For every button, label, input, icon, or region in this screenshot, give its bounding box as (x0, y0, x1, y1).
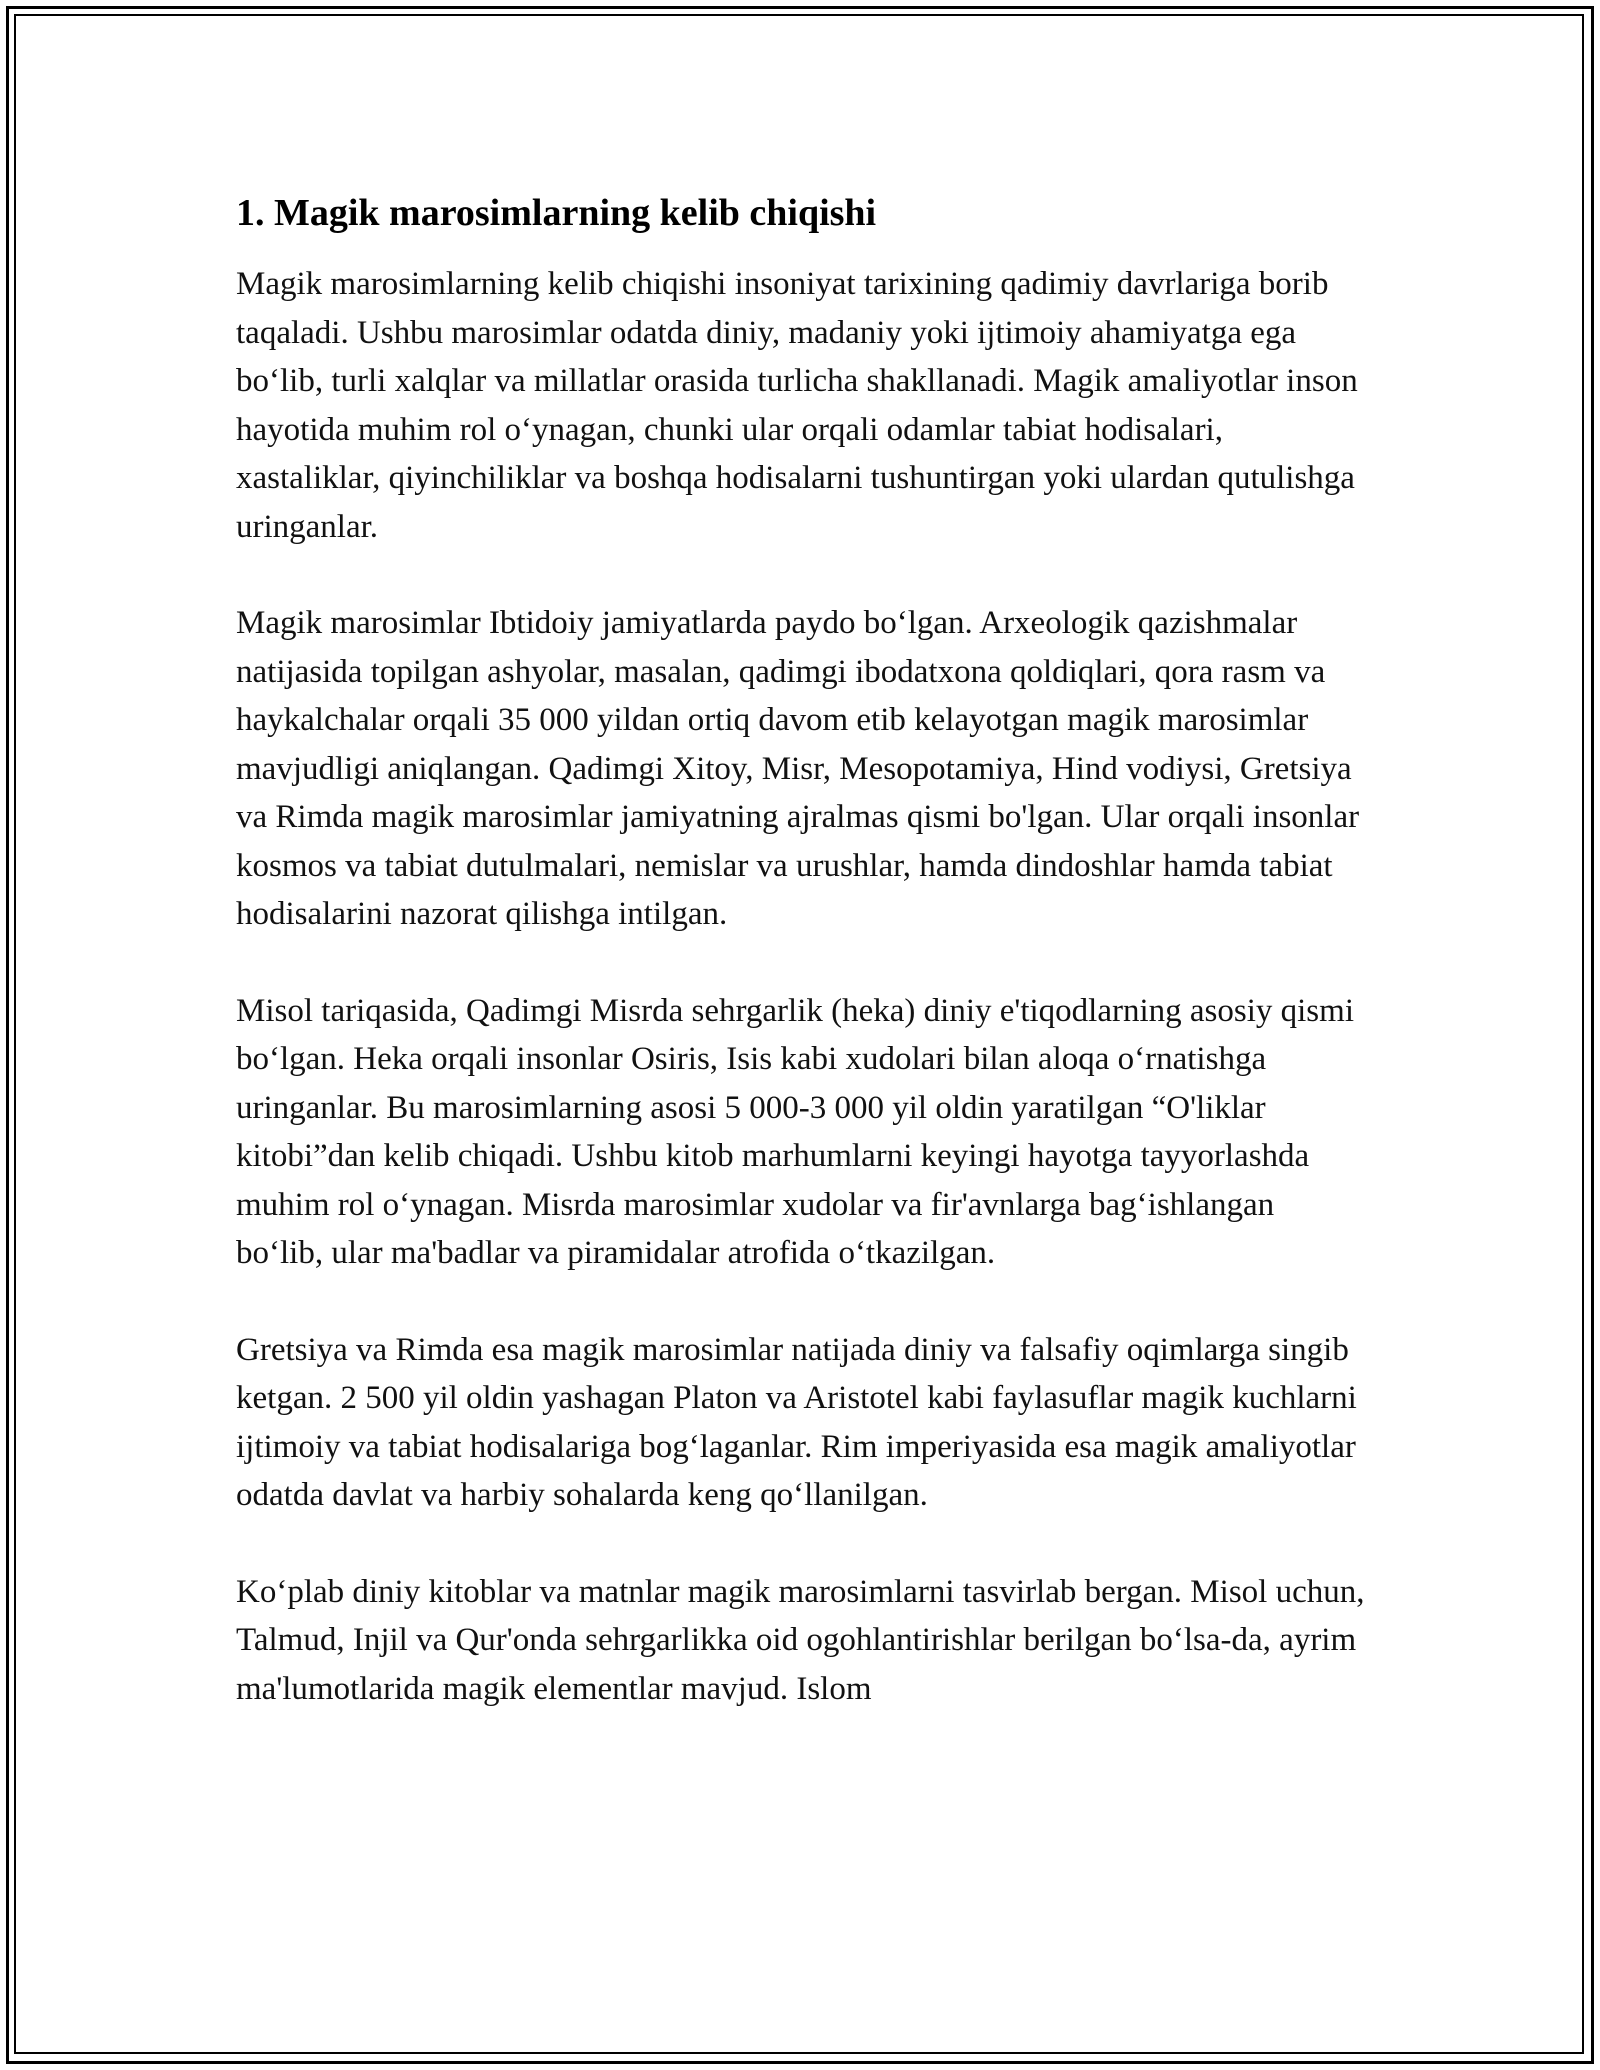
paragraph-greece-rome: Gretsiya va Rimda esa magik marosimlar natijada diniy va falsafiy oqimlarga singib ketgan. 2 500 yil oldin yashagan Platon va Aristotel kabi faylasuflar magik kuchlarni ijtimoiy va tabiat hodisalariga bog‘laganlar. Rim imperiyasida esa magik amaliyotlar odatda davlat va harbiy sohalarda keng qo‘llanilgan. (236, 1331, 1357, 1513)
section-heading: 1. Magik marosimlarning kelib chiqishi (236, 192, 877, 234)
paragraph-ancient-egypt: Misol tariqasida, Qadimgi Misrda sehrgarlik (heka) diniy e'tiqodlarning asosiy qismi bo‘lgan. Heka orqali insonlar Osiris, Isis kabi xudolari bilan aloqa o‘rnatishga uringanlar. Bu marosimlarning asosi 5 000-3 000 yil oldin yaratilgan “O'liklar kitobi”dan kelib chiqadi. Ushbu kitob marhumlarni keyingi hayotga tayyorlashda muhim rol o‘ynagan. Misrda marosimlar xudolar va fir'avnlarga bag‘ishlangan bo‘lib, ular ma'badlar va piramidalar atrofida o‘tkazilgan. (236, 992, 1354, 1271)
paragraph-religious-texts: Ko‘plab diniy kitoblar va matnlar magik marosimlarni tasvirlab bergan. Misol uchun, Talmud, Injil va Qur'onda sehrgarlikka oid ogohlantirishlar berilgan bo‘lsa-da, ayrim ma'lumotlarida magik elementlar mavjud. Islom (236, 1573, 1365, 1707)
paragraph-primitive-societies: Magik marosimlar Ibtidoiy jamiyatlarda paydo bo‘lgan. Arxeologik qazishmalar natijasida topilgan ashyolar, masalan, qadimgi ibodatxona qoldiqlari, qora rasm va haykalchalar orqali 35 000 yildan ortiq davom etib kelayotgan magik marosimlar mavjudligi aniqlangan. Qadimgi Xitoy, Misr, Mesopotamiya, Hind vodiysi, Gretsiya va Rimda magik marosimlar jamiyatning ajralmas qismi bo'lgan. Ular orqali insonlar kosmos va tabiat dutulmalari, nemislar va urushlar, hamda dindoshlar hamda tabiat hodisalarini nazorat qilishga intilgan. (236, 605, 1360, 932)
paragraph-origins: Magik marosimlarning kelib chiqishi insoniyat tarixining qadimiy davrlariga borib taqaladi. Ushbu marosimlar odatda diniy, madaniy yoki ijtimoiy ahamiyatga ega bo‘lib, turli xalqlar va millatlar orasida turlicha shakllanadi. Magik amaliyotlar inson hayotida muhim rol o‘ynagan, chunki ular orqali odamlar tabiat hodisalari, xastaliklar, qiyinchiliklar va boshqa hodisalarni tushuntirgan yoki ulardan qutulishga uringanlar. (236, 266, 1358, 545)
document-body (236, 188, 1366, 1713)
